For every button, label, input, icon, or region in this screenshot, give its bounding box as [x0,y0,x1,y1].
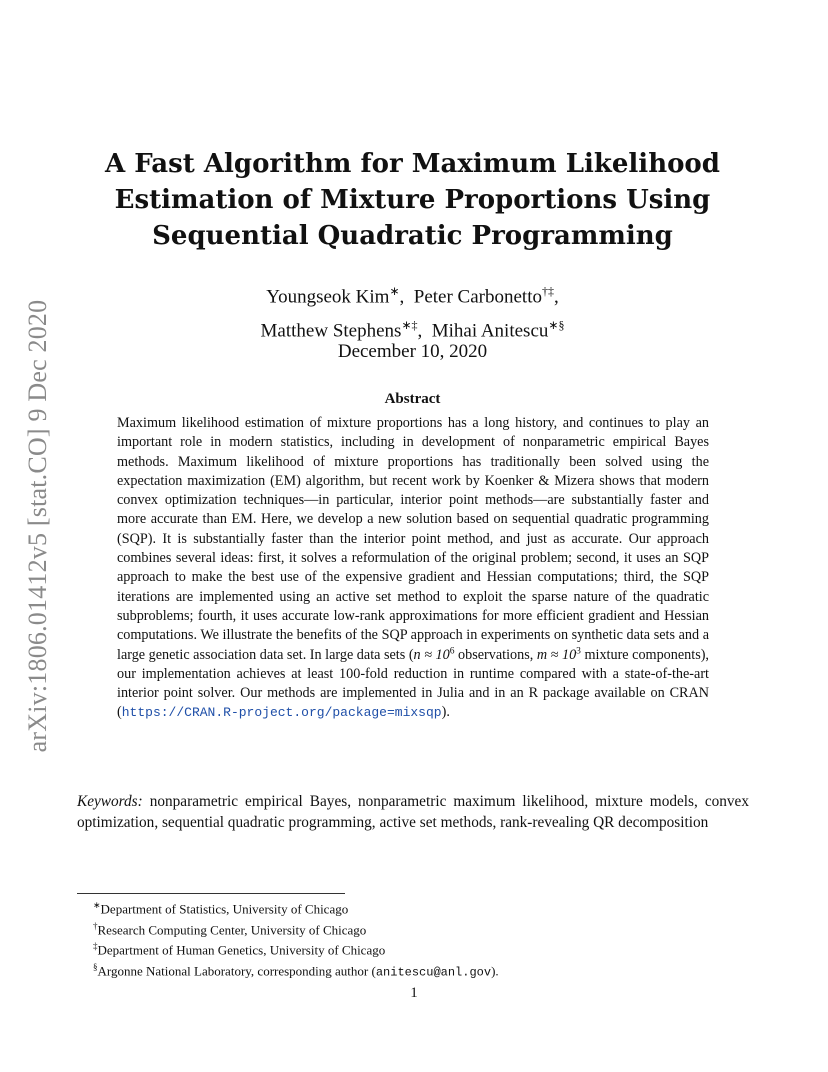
footnote-item [93,897,743,918]
footnote-text: Department of Statistics, University of Chicago [100,901,349,917]
keywords-label: Keywords: [77,793,143,810]
footnote-item [93,959,743,981]
keywords-text: nonparametric empirical Bayes, nonparametric maximum likelihood, mixture models, convex optimization, sequential quadratic programming, active set methods, rank-revealing QR decomposition [77,793,749,831]
author-name: Mihai Anitescu [431,320,549,342]
cran-package-link[interactable]: https://CRAN.R-project.org/package=mixsqp [121,705,442,721]
m-approx: m ≈ 10 [536,646,577,663]
author-affiliation-mark: ∗‡ [401,318,418,333]
author-name: Matthew Stephens [260,320,402,342]
footnote-text: Argonne National Laboratory, corresponding author ( [97,963,376,979]
footnote-mark: ‡ [93,941,98,952]
paper-title [100,146,725,254]
n-approx: n ≈ 10 [413,646,450,663]
footnote-mark: § [93,961,98,972]
footnote-mark: † [93,920,98,931]
footnote-item [93,918,743,939]
footnote-item [93,938,743,959]
abstract-text-part-2: observations, [454,646,537,663]
abstract-text-part-1: Maximum likelihood estimation of mixture proportions has a long history, and continues to play an important role in modern statistics, including in development of nonparametric empirical Bayes methods. Maximum likelihood of mixture proportions has traditionally been solved using the expectation maximization (EM) algorithm, but recent work by Koenker & Mizera shows that modern convex optimization techniques—in particular, interior point methods—are substantially faster and more accurate than EM. Here, we develop a new solution based on sequential quadratic programming (SQP). It is substantially faster than the interior point method, and just as accurate. Our approach combines several ideas: first, it solves a reformulation of the original problem; second, it uses an SQP approach to make the best use of the expensive gradient and Hessian computations; third, the SQP iterations are implemented using an active set method to exploit the sparse nature of the quadratic subproblems; fourth, it uses accurate low-rank approximations for more efficient gradient and Hessian computations. We illustrate the benefits of the SQP approach in experiments on synthetic data sets and a large genetic association data set. In large data sets ( [117,415,709,663]
m-exponent: 3 [576,645,581,656]
author-affiliation-mark: ∗§ [548,318,565,333]
author-affiliation-mark: †‡ [541,284,554,298]
abstract-text-part-4: ). [441,704,450,721]
arxiv-id-text: arXiv:1806.01412v5 [stat.CO] 9 Dec 2020 [23,299,52,753]
abstract-heading: Abstract [384,391,441,407]
footnotes [93,897,743,981]
title-line-3: Sequential Quadratic Programming [152,221,673,251]
page-number: 1 [410,985,418,1001]
author-name: Peter Carbonetto [413,286,542,308]
author-affiliation-mark: ∗ [389,284,400,298]
abstract-body [117,414,709,723]
author-list: Youngseok Kim∗, Peter Carbonetto†‡, Matthew Stephens∗‡, Mihai Anitescu∗§ [260,284,565,342]
title-line-2: Estimation of Mixture Proportions Using [114,185,711,215]
publication-date: December 10, 2020 [337,341,488,362]
keywords-paragraph [77,792,749,833]
title-line-1: A Fast Algorithm for Maximum Likelihood [105,149,720,179]
abstract-text-part-3: mixture components), our implementation achieves at least 100-fold reduction in runtime compared with a state-of-the-art interior point solver. Our methods are implemented in Julia and in an R package available on CRAN ( [117,646,709,721]
footnote-text: Research Computing Center, University of Chicago [97,921,367,937]
footnote-divider [77,893,345,894]
author-name: Youngseok Kim [266,286,390,308]
footnote-text: Department of Human Genetics, University of Chicago [97,942,386,958]
n-exponent: 6 [449,645,455,656]
footnote-mark: ∗ [93,900,101,910]
footnote-tail: ). [491,963,499,979]
contact-email-link[interactable]: anitescu@anl.gov [375,965,492,980]
